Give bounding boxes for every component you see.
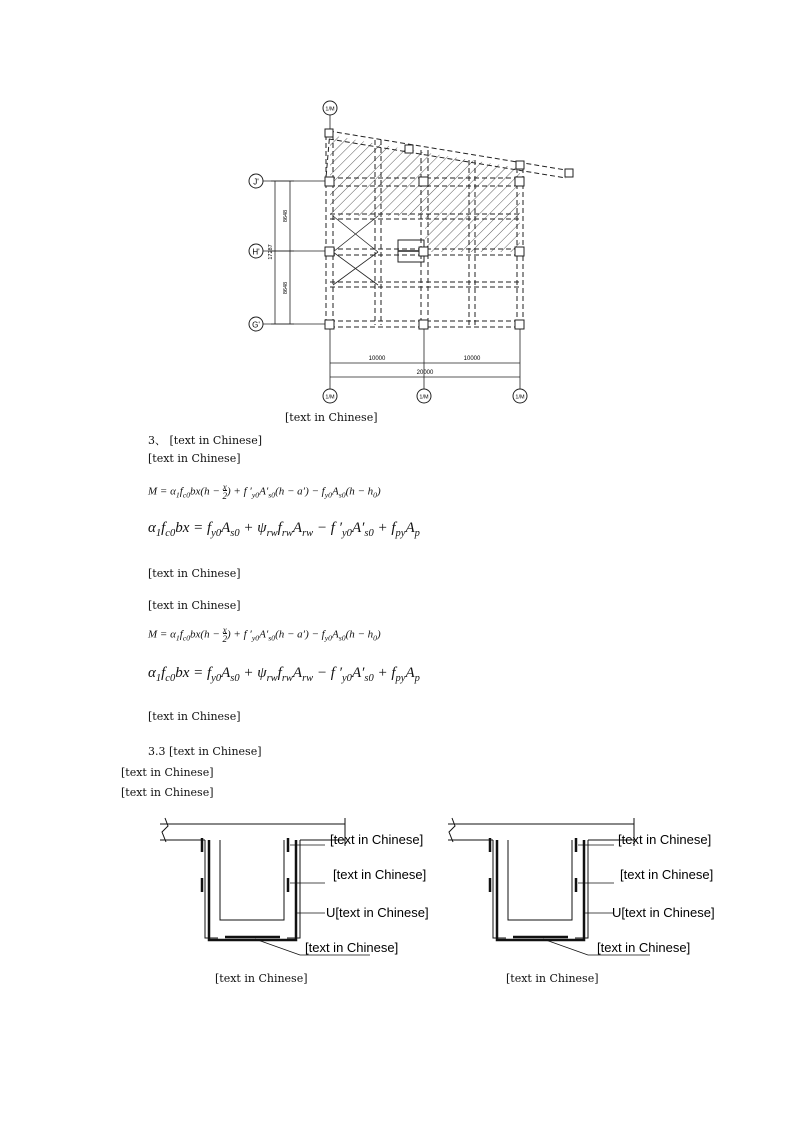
u-hoop (209, 840, 296, 940)
moment-formula: $M = \alpha_1f_{c0}bx(h - x$ 2) + f $'_{y0}A'_{s0}(h - a') - f_{y0}A_{s0}(h - h_0)$ (148, 482, 381, 501)
press-strips (202, 838, 288, 937)
dimension-label: 17287 (268, 244, 274, 260)
paragraph: [text in Chinese] (148, 599, 241, 612)
section-heading: 3、 [text in Chinese] (148, 434, 262, 447)
label-press-strip: [text in Chinese] (330, 832, 424, 847)
row-label: H' (252, 247, 260, 257)
reinforced-area (330, 135, 410, 182)
dimension-label: 8648 (283, 281, 289, 295)
label-press-strip: [text in Chinese] (620, 867, 714, 882)
paragraph: [text in Chinese] (121, 786, 214, 799)
force-formula: $\alpha_1f_{c0}bx = f_{y0}A_{s0} + \psi_{rw}f_{rw}A_{rw} - f$ $'_{y0}A'_{s0} + f_{py}A_p$ (148, 520, 420, 539)
figure1-caption: [text in Chinese] (285, 411, 378, 424)
moment-formula: $M = \alpha_1f_{c0}bx(h - x$ 2) + f $'_{y0}A'_{s0}(h - a') - f_{y0}A_{s0}(h - h_0)$ (148, 625, 381, 644)
press-strips (490, 838, 576, 937)
dimension-label: 20000 (416, 370, 434, 376)
dimension-label: 10000 (368, 356, 386, 362)
reinforced-area (425, 216, 520, 252)
label-press-strip: [text in Chinese] (618, 832, 712, 847)
axis-label: 1/M (515, 394, 525, 401)
dimension-label: 10000 (463, 356, 481, 362)
figure3-caption: [text in Chinese] (506, 972, 599, 985)
figure3-steel-beam-detail (440, 810, 715, 970)
row-label: G' (252, 320, 260, 330)
formula-note: [text in Chinese] (148, 710, 241, 723)
section-heading: 3.3 [text in Chinese] (148, 745, 262, 758)
label-bottom-steel: [text in Chinese] (597, 940, 691, 955)
figure2-caption: [text in Chinese] (215, 972, 308, 985)
void-markers (333, 216, 378, 285)
axis-label: 1/M (419, 394, 429, 401)
label-bottom-cfrp: [text in Chinese] (305, 940, 399, 955)
u-hoop (497, 840, 584, 940)
row-label: J' (253, 177, 259, 187)
label-u-hoop: U[text in Chinese] (612, 905, 715, 920)
label-press-strip: [text in Chinese] (333, 867, 427, 882)
reinforced-area (330, 182, 520, 216)
formula-note: [text in Chinese] (148, 567, 241, 580)
figure1-plan-drawing (230, 95, 590, 410)
figure2-cfrp-beam-detail (150, 810, 429, 970)
label-u-hoop: U[text in Chinese] (326, 905, 429, 920)
paragraph: [text in Chinese] (148, 452, 241, 465)
dimension-label: 8648 (283, 209, 289, 223)
paragraph: [text in Chinese] (121, 766, 214, 779)
force-formula: $\alpha_1f_{c0}bx = f_{y0}A_{s0} + \psi_{rw}f_{rw}A_{rw} - f$ $'_{y0}A'_{s0} + f_{py}A_p$ (148, 665, 420, 684)
axis-label: 1/M (325, 394, 335, 401)
axis-label: 1/M (325, 106, 335, 113)
